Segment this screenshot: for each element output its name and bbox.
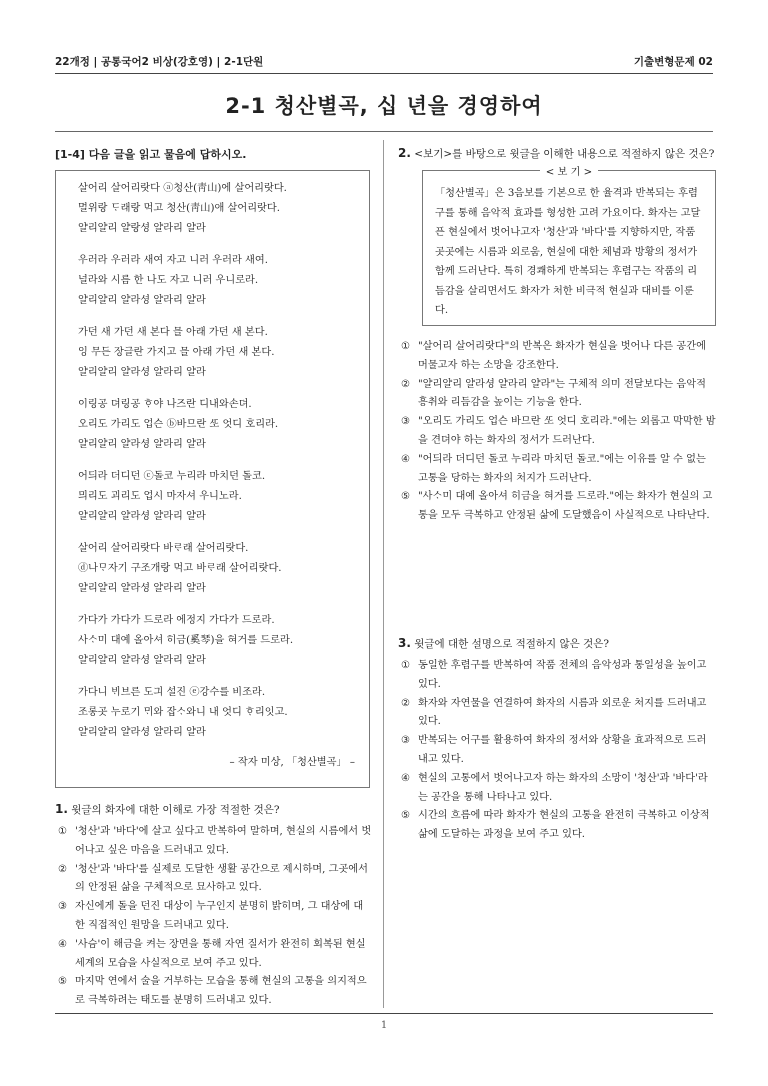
poem-stanza bbox=[78, 539, 359, 599]
question-3-number: 3. bbox=[398, 636, 411, 650]
poem-line: 믜리도 괴리도 업시 마자셔 우니노라. bbox=[78, 491, 242, 502]
poem-line: 잉 무든 장글란 가지고 믈 아래 가던 새 본다. bbox=[78, 347, 275, 358]
answer-option[interactable]: ⑤ 마지막 연에서 술을 거부하는 모습을 통해 현실의 고통을 의지적으로 극복하려는 태도를 분명히 드러내고 있다. bbox=[58, 976, 367, 1007]
poem-line: 얄리얄리 얄라셩 얄라리 얄라 bbox=[78, 727, 206, 738]
poem-line: 멀위랑 ᄃᆞ래랑 먹고 청산(靑山)애 살어리랏다. bbox=[78, 203, 280, 214]
poem-line: 가다니 ᄇᆡ브른 도긔 설진 ⓔ강수를 비조라. bbox=[78, 687, 266, 698]
poem-line: 가다가 가다가 드로라 에정지 가다가 드로라. bbox=[78, 615, 275, 626]
answer-option[interactable]: ⑤ "사ᄉᆞ미 대예 올아셔 히금을 혀거를 드로라."에는 화자가 현실의 고통을 모두 극복하고 안정된 삶에 도달했음이 사실적으로 나타난다. bbox=[401, 491, 713, 522]
poem-box bbox=[55, 170, 370, 788]
question-2-number: 2. bbox=[398, 146, 411, 160]
question-3 bbox=[398, 634, 716, 845]
question-1-title bbox=[55, 800, 373, 820]
question-2-title bbox=[398, 144, 716, 164]
poem-line: 오리도 가리도 업슨 ⓑ바므란 ᄯᅩ 엇디 호리라. bbox=[78, 419, 279, 430]
poem-line: 어듸라 더디던 ⓒ돌코 누리라 마치던 돌코. bbox=[78, 471, 266, 482]
answer-option[interactable]: ③ 자신에게 돌을 던진 대상이 누구인지 분명히 밝히며, 그 대상에 대한 직접적인 원망을 드러내고 있다. bbox=[58, 901, 364, 931]
poem-line: 가던 새 가던 새 본다 믈 아래 가던 새 본다. bbox=[78, 327, 268, 338]
header-worksheet-label: 기출변형문제 02 bbox=[633, 56, 713, 68]
poem-line: 얄리얄리 얄랑셩 얄라리 얄라 bbox=[78, 223, 206, 234]
answer-option[interactable]: ① "살어리 살어리랏다"의 반복은 화자가 현실을 벗어나 다른 공간에 머물고자 하는 소망을 강조한다. bbox=[401, 341, 706, 371]
poem-line: 조롱곳 누로기 ᄆᆡ와 잡ᄉᆞ와니 내 엇디 ᄒᆞ리잇고. bbox=[78, 707, 288, 718]
answer-option[interactable]: ⑤ 시간의 흐름에 따라 화자가 현실의 고통을 완전히 극복하고 이상적 삶에 도달하는 과정을 보여 주고 있다. bbox=[401, 810, 710, 841]
poem-stanza bbox=[78, 611, 359, 671]
poem-author: – 작자 미상, 「청산별곡」 – bbox=[229, 757, 355, 768]
poem-line: 얄리얄리 얄라셩 얄라리 얄라 bbox=[78, 583, 206, 594]
poem-line: 얄리얄리 얄라셩 얄라리 얄라 bbox=[78, 655, 206, 666]
poem-line: ⓓ나ᄆᆞ자기 구조개랑 먹고 바ᄅᆞ래 살어리랏다. bbox=[78, 563, 282, 574]
answer-option[interactable]: ④ "어듸라 더디던 돌코 누리라 마치던 돌코."에는 이유를 알 수 없는 고통을 당하는 화자의 처지가 드러난다. bbox=[401, 453, 706, 484]
answer-option[interactable]: ③ "오리도 가리도 업슨 바므란 ᄯᅩ 엇디 호리라."에는 외롭고 막막한 밤을 견뎌야 하는 화자의 정서가 드러난다. bbox=[401, 416, 716, 446]
page-title: 2-1 청산별곡, 십 년을 경영하여 bbox=[225, 94, 543, 118]
poem-stanza bbox=[78, 323, 359, 383]
answer-option[interactable]: ① '청산'과 '바다'에 살고 싶다고 반복하여 말하며, 현실의 시름에서 벗어나고 싶은 마음을 드러내고 있다. bbox=[58, 826, 372, 856]
footer-rule bbox=[55, 1013, 713, 1014]
column-divider bbox=[383, 140, 384, 1008]
poem-line: 살어리 살어리랏다 바ᄅᆞ래 살어리랏다. bbox=[78, 543, 249, 554]
answer-option[interactable]: ④ 현실의 고통에서 벗어나고자 하는 화자의 소망이 '청산'과 '바다'라는 공간을 통해 나타나고 있다. bbox=[401, 772, 708, 803]
bogi-text: 「청산별곡」은 3음보를 기본으로 한 율격과 반복되는 후렴구를 통해 음악적 효과를 형성한 고려 가요이다. 화자는 고달픈 현실에서 벗어나고자 '청산'과 '바다'를 지향하지만, 작품 곳곳에는 시름과 외로움, 현실에 대한 체념과 방황의 정서가 함께 드러난다. 특히 경쾌하게 반복되는 후렴구는 작품의 리듬감을 살리면서도 화자가 처한 비극적 현실과 대비를 이룬다. bbox=[435, 188, 701, 316]
header-rule bbox=[55, 73, 713, 74]
question-1-number: 1. bbox=[55, 802, 68, 816]
answer-option[interactable]: ① 동일한 후렴구를 반복하여 작품 전체의 음악성과 통일성을 높이고 있다. bbox=[401, 660, 707, 690]
poem-stanza bbox=[78, 683, 359, 743]
poem-line: 사ᄉᆞ미 대예 올아셔 히금(奚琴)을 혀거를 드로라. bbox=[78, 635, 294, 646]
poem-line: 살어리 살어리랏다 ⓐ청산(靑山)에 살어리랏다. bbox=[78, 183, 287, 194]
header-course-info: 22개정 | 공통국어2 비상(강호영) | 2-1단원 bbox=[55, 56, 264, 68]
question-1-prompt: 윗글의 화자에 대한 이해로 가장 적절한 것은? bbox=[71, 804, 280, 816]
poem-line: 널라와 시름 한 나도 자고 니러 우니로라. bbox=[78, 275, 259, 286]
question-3-prompt: 윗글에 대한 설명으로 적절하지 않은 것은? bbox=[414, 638, 610, 650]
page-number: 1 bbox=[380, 1020, 388, 1031]
question-2 bbox=[398, 144, 716, 164]
poem-stanza bbox=[78, 395, 359, 455]
answer-option[interactable]: ② 화자와 자연물을 연결하여 화자의 시름과 외로운 처지를 드러내고 있다. bbox=[401, 697, 707, 728]
answer-option[interactable]: ② "얄리얄리 얄라셩 얄라리 얄라"는 구체적 의미 전달보다는 음악적 흥취와 리듬감을 높이는 기능을 한다. bbox=[401, 378, 706, 409]
answer-option[interactable]: ② '청산'과 '바다'를 실제로 도달한 생활 공간으로 제시하며, 그곳에서의 안정된 삶을 구체적으로 묘사하고 있다. bbox=[58, 863, 368, 894]
question-3-title bbox=[398, 634, 716, 654]
title-rule bbox=[55, 131, 713, 132]
poem-line: 얄리얄리 얄라셩 얄라리 얄라 bbox=[78, 511, 206, 522]
answer-option[interactable]: ④ '사슴'이 해금을 켜는 장면을 통해 자연 질서가 완전히 회복된 현실 세계의 모습을 사실적으로 보여 주고 있다. bbox=[58, 938, 366, 969]
poem-line: 얄리얄리 얄라셩 얄라리 얄라 bbox=[78, 367, 206, 378]
poem-stanza bbox=[78, 467, 359, 527]
answer-option[interactable]: ③ 반복되는 어구를 활용하여 화자의 정서와 상황을 효과적으로 드러내고 있다. bbox=[401, 735, 707, 765]
bogi-box bbox=[422, 167, 716, 326]
question-1 bbox=[55, 800, 373, 1011]
question-instruction: [1-4] 다음 글을 읽고 물음에 답하시오. bbox=[55, 148, 247, 161]
bogi-label: < 보 기 > bbox=[540, 167, 598, 178]
poem-line: 우러라 우러라 새여 자고 니러 우러라 새여. bbox=[78, 255, 268, 266]
poem-stanza bbox=[78, 251, 359, 311]
page-header bbox=[55, 50, 713, 72]
poem-line: 얄리얄리 얄라셩 얄라리 얄라 bbox=[78, 439, 206, 450]
poem-stanza bbox=[78, 179, 359, 239]
question-2-options bbox=[398, 338, 716, 526]
poem-line: 이링공 뎌링공 ᄒᆞ야 나즈란 디내와손뎌. bbox=[78, 399, 252, 410]
question-2-prompt: <보기>를 바탕으로 윗글을 이해한 내용으로 적절하지 않은 것은? bbox=[414, 148, 715, 160]
poem-line: 얄리얄리 얄라셩 얄라리 얄라 bbox=[78, 295, 206, 306]
